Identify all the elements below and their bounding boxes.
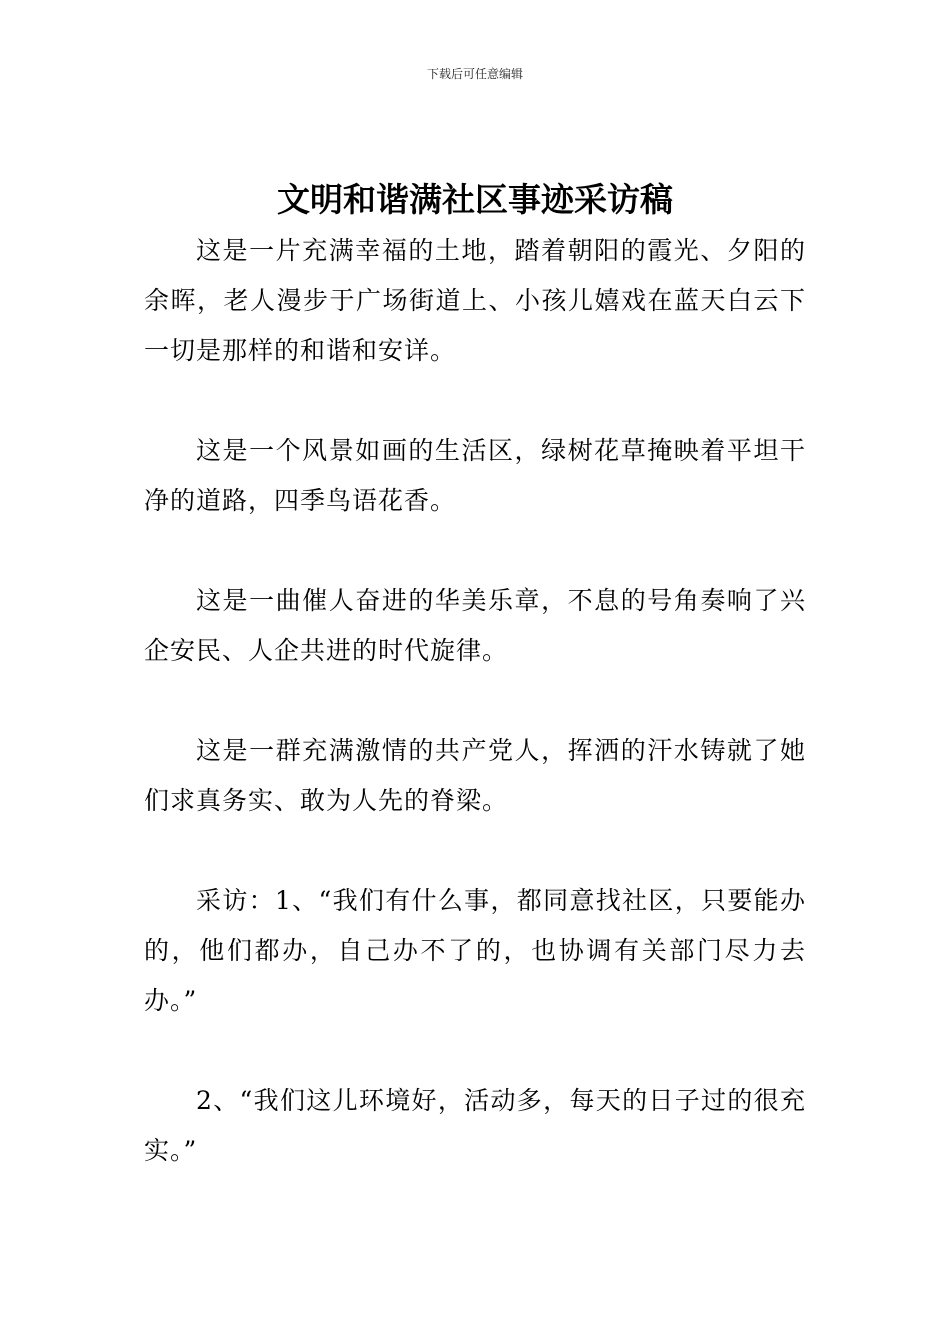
paragraph-interview-1: 采访：1、“我们有什么事，都同意找社区，只要能办的，他们都办，自己办不了的，也协调有关部门尽力去办。” [144,886,806,1015]
paragraph-intro-land: 这是一片充满幸福的土地，踏着朝阳的霞光、夕阳的余晖，老人漫步于广场街道上、小孩儿嬉戏在蓝天白云下一切是那样的和谐和安详。 [144,236,806,365]
paragraph-party-members: 这是一群充满激情的共产党人，挥洒的汗水铸就了她们求真务实、敢为人先的脊梁。 [144,736,806,815]
paragraph-movement: 这是一曲催人奋进的华美乐章，不息的号角奏响了兴企安民、人企共进的时代旋律。 [144,586,806,665]
paragraph-scenery: 这是一个风景如画的生活区，绿树花草掩映着平坦干净的道路，四季鸟语花香。 [144,436,806,515]
document-title: 文明和谐满社区事迹采访稿 [277,180,673,219]
document-body [144,226,806,1226]
header-note: 下载后可任意编辑 [426,67,523,81]
paragraph-interview-2: 2、“我们这儿环境好，活动多，每天的日子过的很充实。” [144,1086,806,1165]
